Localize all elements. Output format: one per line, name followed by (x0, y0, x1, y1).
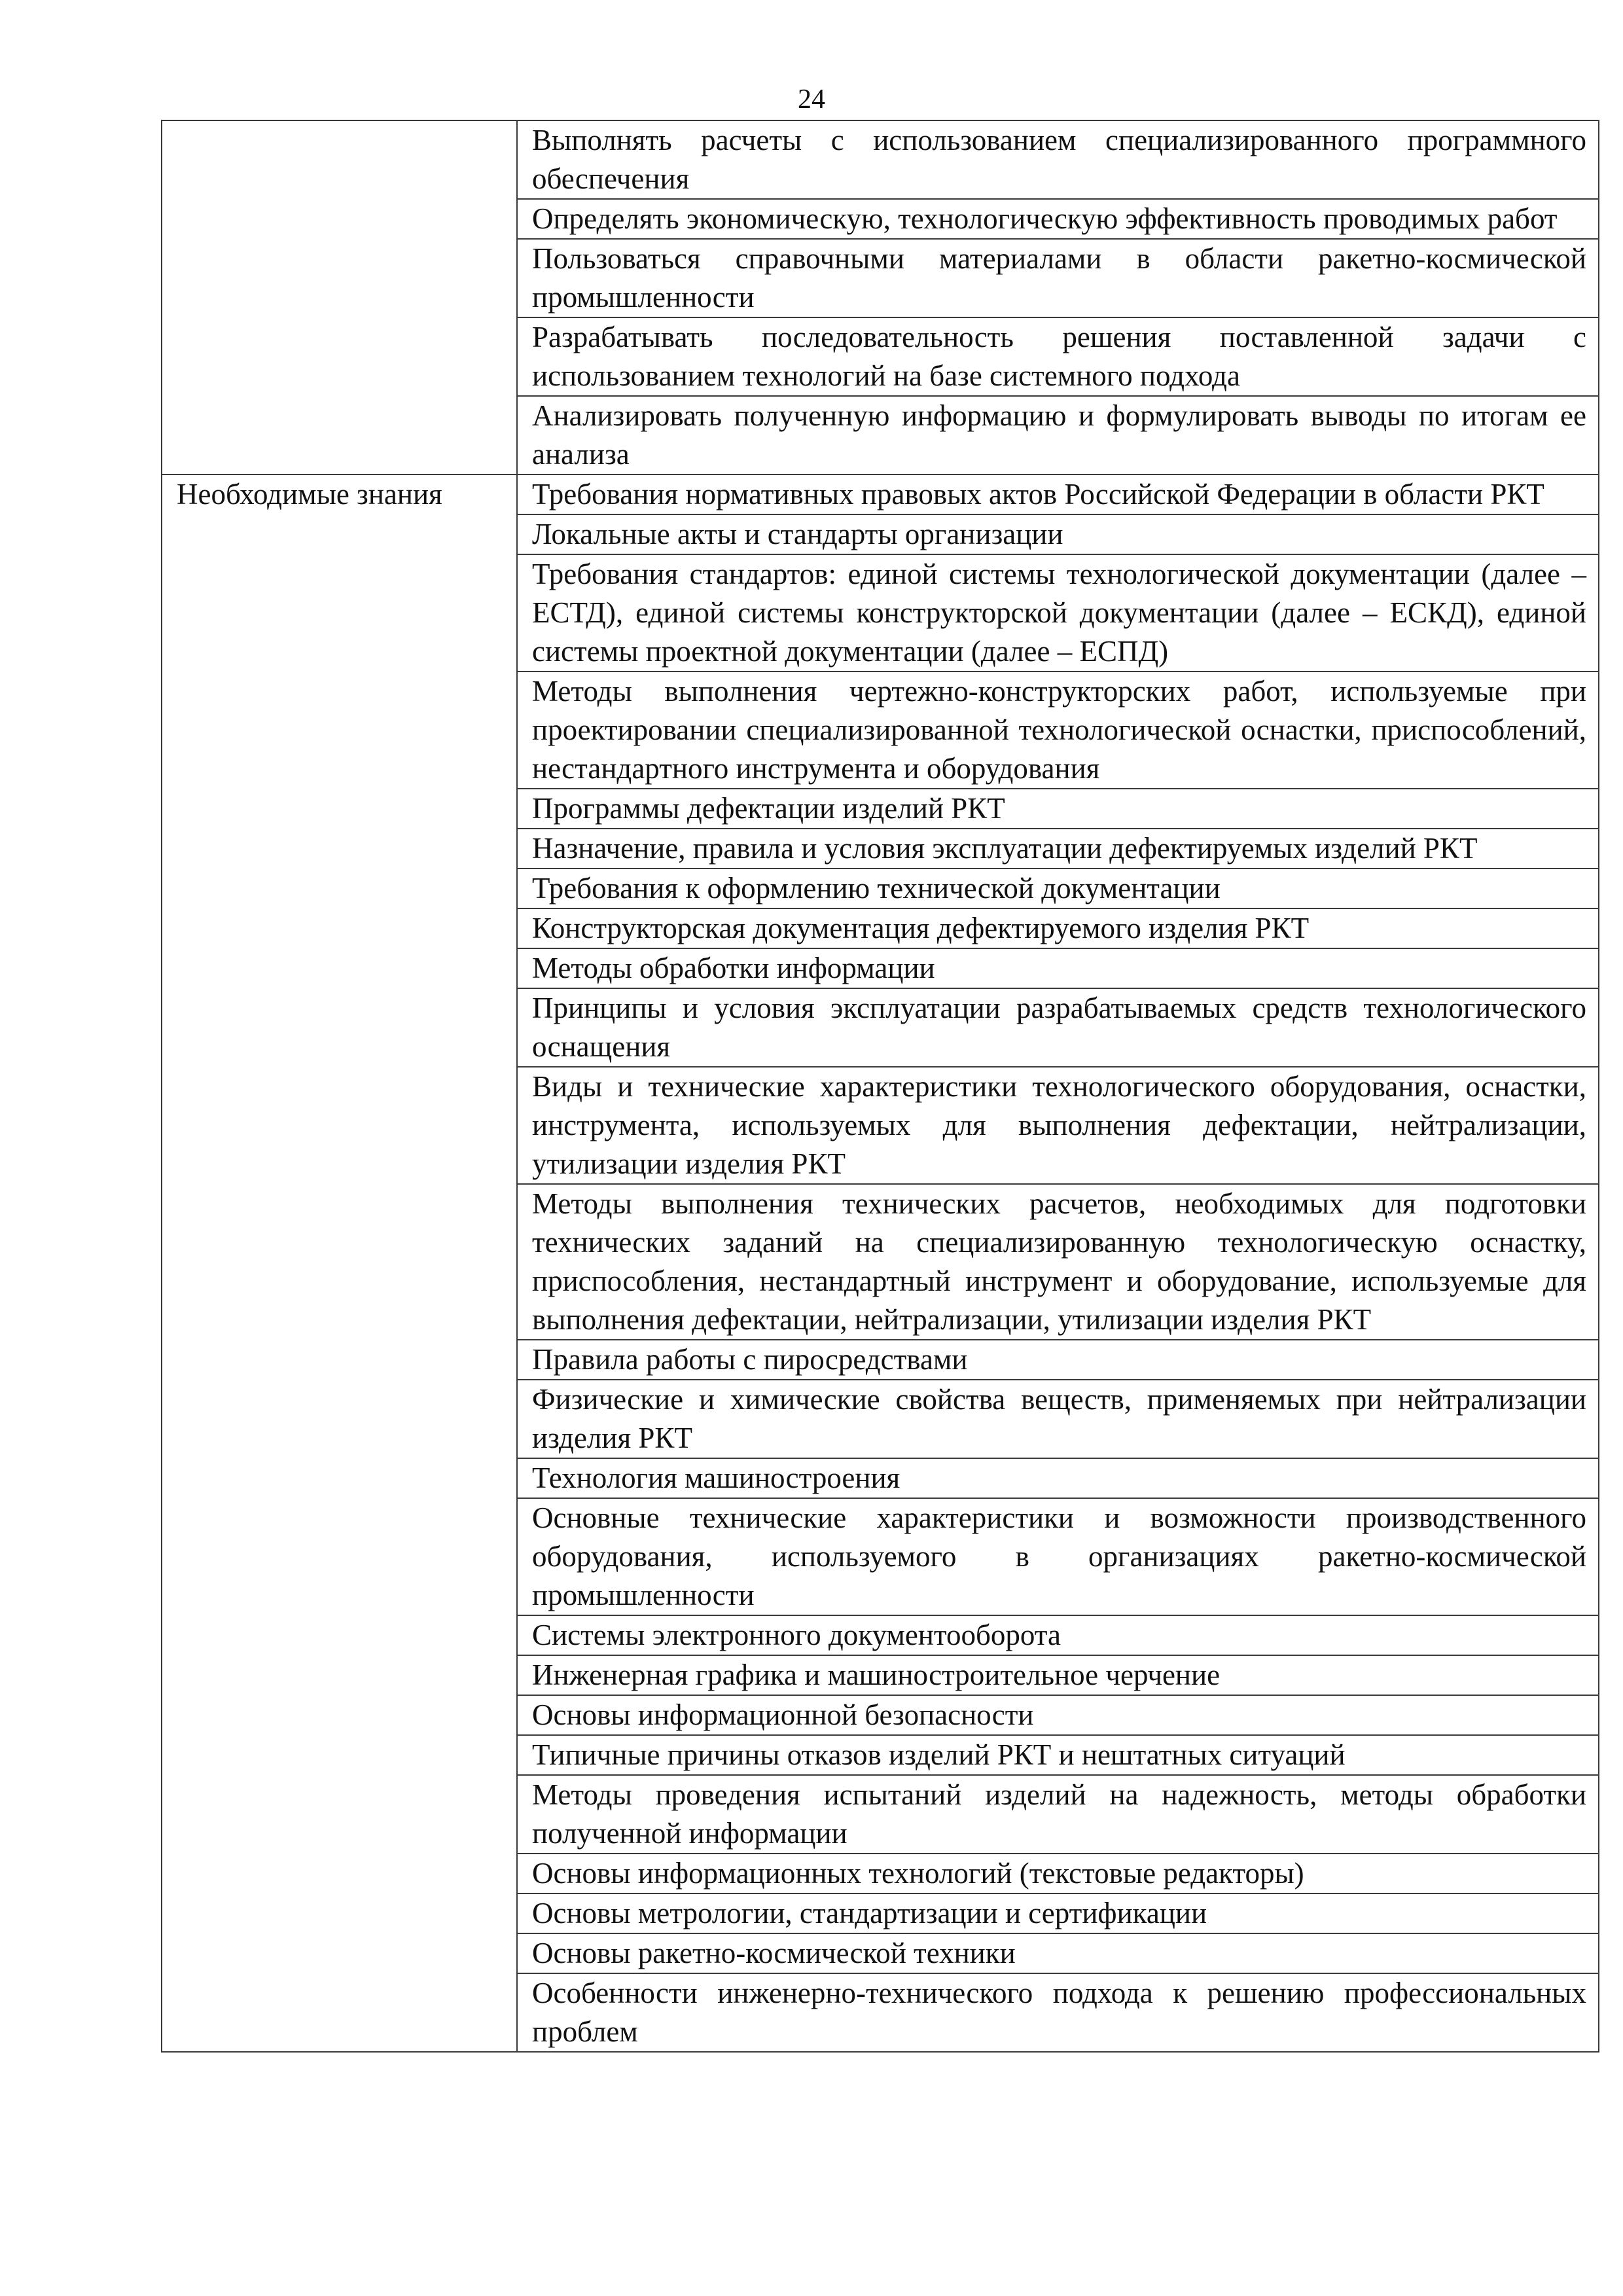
requirement-cell (517, 1695, 1599, 1735)
requirement-cell (517, 1854, 1599, 1893)
requirement-cell (517, 1184, 1599, 1340)
requirement-text: Системы электронного документооборота (532, 1619, 1061, 1651)
requirement-text: Требования нормативных правовых актов Российской Федерации в области РКТ (532, 478, 1544, 511)
requirement-cell (517, 1735, 1599, 1775)
requirement-cell (517, 908, 1599, 948)
requirement-text: Требования стандартов: единой системы технологической документации (далее – ЕСТД), единой системы конструкторской документации (далее – ЕСКД), единой системы проектной документации (далее – ЕСПД) (532, 558, 1586, 668)
requirement-cell (517, 948, 1599, 988)
requirement-text: Методы обработки информации (532, 952, 935, 984)
requirement-text: Методы проведения испытаний изделий на надежность, методы обработки полученной информации (532, 1778, 1586, 1850)
requirement-cell (517, 869, 1599, 908)
requirement-text: Методы выполнения технических расчетов, необходимых для подготовки технических заданий на специализированную технологическую оснастку, приспособления, нестандартный инструмент и оборудование, используемые для выполнения дефектации, нейтрализации, утилизации изделия РКТ (532, 1187, 1586, 1336)
requirement-cell (517, 317, 1599, 396)
section-label-cell (162, 475, 517, 2052)
requirement-text: Особенности инженерно-технического подхода к решению профессиональных проблем (532, 1977, 1586, 2048)
requirement-cell (517, 672, 1599, 789)
requirement-text: Назначение, правила и условия эксплуатации дефектируемых изделий РКТ (532, 832, 1478, 865)
requirement-text: Локальные акты и стандарты организации (532, 518, 1063, 550)
requirement-text: Типичные причины отказов изделий РКТ и нештатных ситуаций (532, 1738, 1346, 1771)
section-label: Необходимые знания (177, 478, 442, 511)
requirement-cell (517, 514, 1599, 554)
requirements-table (161, 120, 1599, 2053)
requirement-text: Принципы и условия эксплуатации разрабатываемых средств технологического оснащения (532, 992, 1586, 1063)
requirement-text: Определять экономическую, технологическую эффективность проводимых работ (532, 202, 1558, 235)
requirement-text: Пользоваться справочными материалами в области ракетно-космической промышленности (532, 242, 1586, 314)
table-row (162, 120, 1599, 199)
table-row (162, 475, 1599, 514)
requirement-text: Основы ракетно-космической техники (532, 1937, 1016, 1969)
section-label-cell (162, 120, 517, 475)
requirement-cell (517, 1498, 1599, 1615)
requirement-text: Основы метрологии, стандартизации и сертификации (532, 1897, 1207, 1929)
requirement-cell (517, 1933, 1599, 1973)
requirement-text: Анализировать полученную информацию и формулировать выводы по итогам ее анализа (532, 399, 1586, 471)
requirement-text: Правила работы с пиросредствами (532, 1343, 968, 1376)
requirement-cell (517, 1775, 1599, 1854)
requirement-cell (517, 988, 1599, 1067)
requirement-text: Требования к оформлению технической документации (532, 872, 1221, 905)
requirement-cell (517, 1655, 1599, 1695)
requirement-cell (517, 829, 1599, 869)
requirement-cell (517, 1067, 1599, 1184)
requirement-cell (517, 1893, 1599, 1933)
requirement-cell (517, 120, 1599, 199)
requirement-text: Физические и химические свойства веществ, применяемых при нейтрализации изделия РКТ (532, 1383, 1586, 1454)
requirement-cell (517, 475, 1599, 514)
requirement-cell (517, 554, 1599, 672)
requirement-text: Выполнять расчеты с использованием специализированного программного обеспечения (532, 124, 1586, 195)
requirement-cell (517, 239, 1599, 317)
requirement-cell (517, 789, 1599, 829)
requirement-cell (517, 1380, 1599, 1458)
requirement-text: Разрабатывать последовательность решения поставленной задачи с использованием технологий на базе системного подхода (532, 321, 1586, 392)
requirement-cell (517, 1973, 1599, 2052)
requirement-text: Основные технические характеристики и возможности производственного оборудования, используемого в организациях ракетно-космической промышленности (532, 1501, 1586, 1611)
requirement-text: Программы дефектации изделий РКТ (532, 792, 1005, 825)
requirement-text: Виды и технические характеристики технологического оборудования, оснастки, инструмента, используемых для выполнения дефектации, нейтрализации, утилизации изделия РКТ (532, 1070, 1586, 1180)
requirement-text: Методы выполнения чертежно-конструкторских работ, используемые при проектировании специализированной технологической оснастки, приспособлений, нестандартного инструмента и оборудования (532, 675, 1586, 785)
requirement-cell (517, 1340, 1599, 1380)
requirement-text: Инженерная графика и машиностроительное черчение (532, 1659, 1221, 1691)
requirement-text: Основы информационной безопасности (532, 1698, 1034, 1731)
page-number: 24 (798, 84, 825, 115)
requirement-cell (517, 1615, 1599, 1655)
requirement-text: Конструкторская документация дефектируемого изделия РКТ (532, 912, 1310, 944)
requirement-cell (517, 1458, 1599, 1498)
requirement-cell (517, 396, 1599, 475)
requirement-cell (517, 199, 1599, 239)
requirement-text: Основы информационных технологий (текстовые редакторы) (532, 1857, 1304, 1890)
requirement-text: Технология машиностроения (532, 1462, 901, 1494)
